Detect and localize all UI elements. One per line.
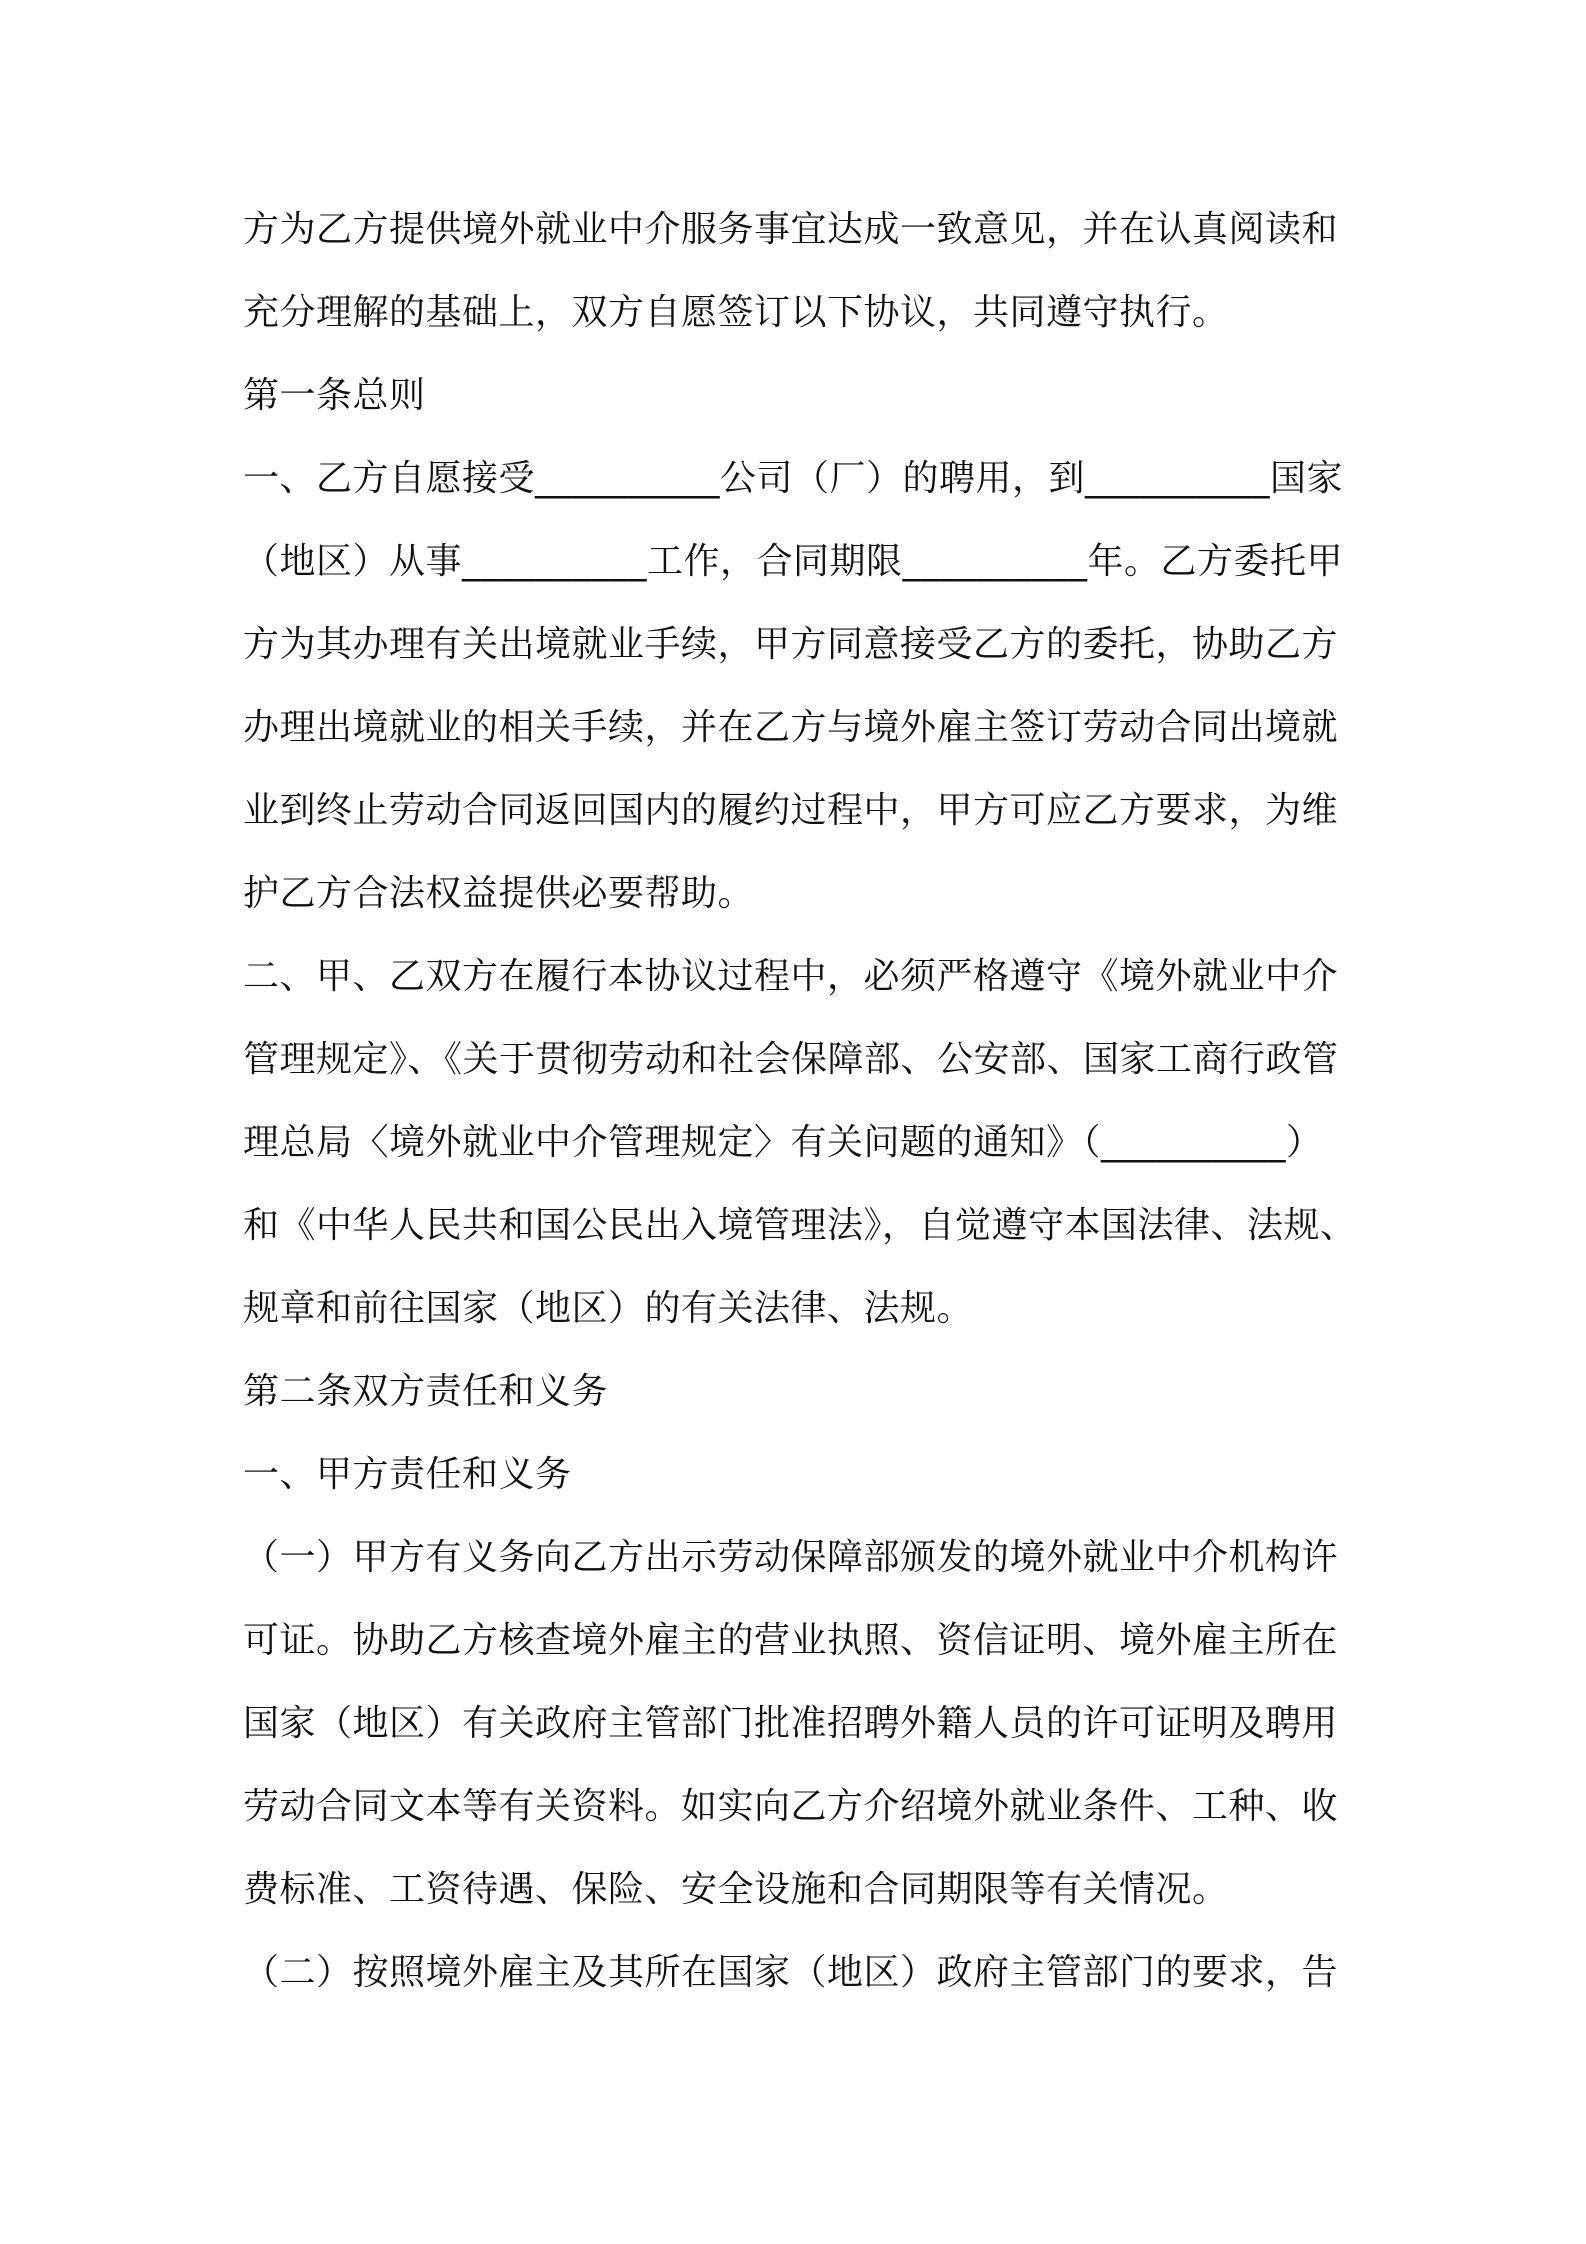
text-line: 规章和前往国家（地区）的有关法律、法规。	[243, 1288, 974, 1329]
text-line: 和《中华人民共和国公民出入境管理法》，自觉遵守本国法律、法规、	[243, 1205, 1357, 1246]
text-line: 费标准、工资待遇、保险、安全设施和合同期限等有关情况。	[243, 1869, 1229, 1910]
section-heading: 第二条双方责任和义务	[243, 1371, 609, 1412]
text-line: （地区）从事__________工作，合同期限__________年。乙方委托甲	[243, 541, 1344, 582]
text-line: 一、乙方自愿接受__________公司（厂）的聘用，到__________国家	[243, 458, 1344, 499]
section-heading: 第一条总则	[243, 375, 426, 416]
text-line: 护乙方合法权益提供必要帮助。	[243, 873, 755, 914]
text-line: 二、甲、乙双方在履行本协议过程中，必须严格遵守《境外就业中介	[243, 956, 1339, 997]
text-line: 劳动合同文本等有关资料。如实向乙方介绍境外就业条件、工种、收	[243, 1786, 1339, 1827]
text-line: 管理规定》、《关于贯彻劳动和社会保障部、公安部、国家工商行政管	[243, 1039, 1339, 1080]
text-line: 可证。协助乙方核查境外雇主的营业执照、资信证明、境外雇主所在	[243, 1620, 1339, 1661]
text-line: 业到终止劳动合同返回国内的履约过程中，甲方可应乙方要求，为维	[243, 790, 1339, 831]
text-line: 国家（地区）有关政府主管部门批准招聘外籍人员的许可证明及聘用	[243, 1703, 1339, 1744]
text-line: 理总局〈境外就业中介管理规定〉有关问题的通知》（__________）	[243, 1122, 1323, 1163]
text-line: 方为乙方提供境外就业中介服务事宜达成一致意见，并在认真阅读和	[243, 209, 1339, 250]
text-line: 充分理解的基础上，双方自愿签订以下协议，共同遵守执行。	[243, 292, 1229, 333]
text-line: （二）按照境外雇主及其所在国家（地区）政府主管部门的要求，告	[243, 1952, 1339, 1993]
text-line: 办理出境就业的相关手续，并在乙方与境外雇主签订劳动合同出境就	[243, 707, 1339, 748]
text-line: 方为其办理有关出境就业手续，甲方同意接受乙方的委托，协助乙方	[243, 624, 1339, 665]
text-line: （一）甲方有义务向乙方出示劳动保障部颁发的境外就业中介机构许	[243, 1537, 1339, 1578]
subsection-heading: 一、甲方责任和义务	[243, 1454, 572, 1495]
